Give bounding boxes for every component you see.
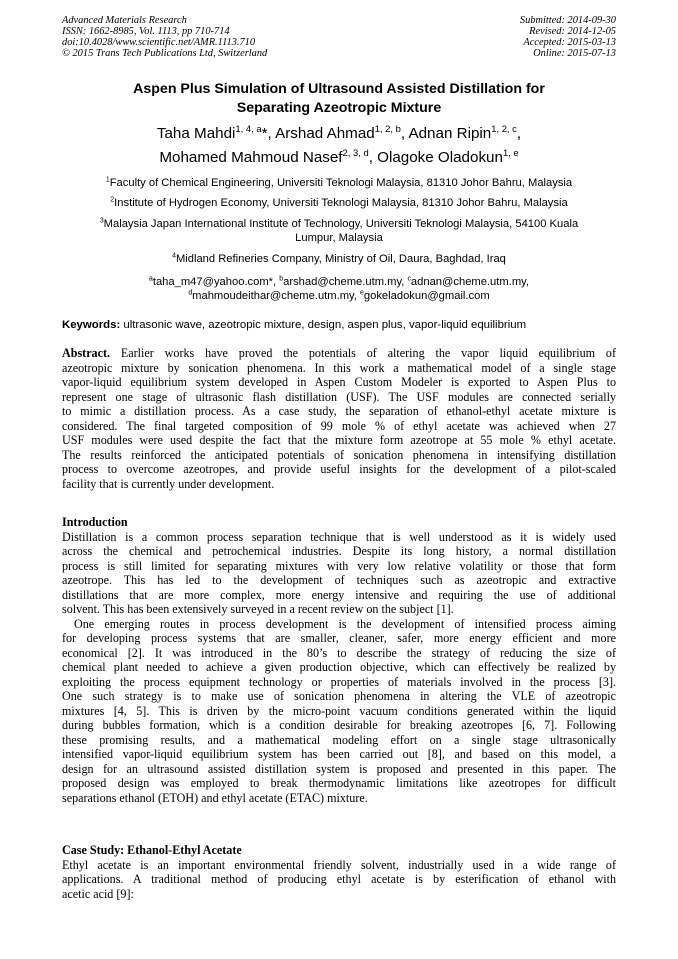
author-name: Arshad Ahmad — [275, 125, 375, 142]
date-submitted: Submitted: 2014-09-30 — [519, 15, 616, 26]
abstract — [62, 346, 616, 491]
affiliation-text: Institute of Hydrogen Economy, Universiti Teknologi Malaysia, 81310 Johor Bahru, Malaysia — [114, 197, 568, 209]
affiliation-sup: 4 — [172, 252, 176, 260]
affiliation-sup: 1 — [105, 176, 110, 184]
title-line: Aspen Plus Simulation of Ultrasound Assisted Distillation for — [133, 81, 545, 97]
email-list — [62, 275, 616, 303]
introduction-section — [62, 515, 616, 805]
author-sep: , — [400, 125, 409, 142]
author-sup: 1, 4, a — [235, 122, 262, 134]
author-line — [62, 146, 616, 170]
abstract-text: Earlier works have proved the potentials of altering the vapor liquid equilibrium of — [110, 346, 616, 360]
paragraph-line: proposed design was employed to break thermodynamic limitations like azeotropes for difficult — [62, 776, 616, 790]
paragraph-line: azeotrope. This has led to the development of techniques such as azeotropic and extractive — [62, 573, 616, 587]
paragraph-line: for developing process systems that are smaller, cleaner, safer, more energy efficient and more — [62, 631, 616, 645]
email-address: taha_m47@yahoo.com*, — [152, 276, 280, 288]
paragraph-line: Distillation is a common process separation technique that is well understood as it is widely used — [62, 529, 616, 544]
paragraph-line: solvent. This has been extensively surveyed in a recent review on the subject [1]. — [62, 602, 454, 616]
paragraph-line: chemical plant needed to achieve a given production objective, which can effectively be realized by — [62, 660, 616, 674]
journal-issn: ISSN: 1662-8985, Vol. 1113, pp 710-714 — [62, 26, 230, 37]
abstract-line: facility that is currently under development. — [62, 476, 275, 491]
paragraph-line: applications. A traditional method of producing ethyl acetate is by esterification of ethanol with — [62, 872, 616, 886]
date-accepted: Accepted: 2015-03-13 — [523, 37, 616, 48]
paragraph-line: exploiting the process equipment technology or properties of materials involved in the process [3]. — [62, 674, 616, 689]
author-sup: 1, 2, c — [491, 122, 517, 134]
author-sup: 2, 3, d — [342, 146, 369, 158]
affiliation-2 — [62, 196, 616, 210]
affiliation-3 — [62, 217, 616, 245]
paragraph-line: these promising results, and a mathematical modeling effort on a single stage ultrasonically — [62, 732, 616, 747]
paragraph-line: economical [2]. It was introduced in the 80’s to describe the strategy of reducing the size of — [62, 645, 616, 660]
paragraph-line: intensified vapor-liquid equilibrium system has been carried out [8], and based on this model, a — [62, 747, 616, 761]
affiliation-text: Midland Refineries Company, Ministry of Oil, Daura, Baghdad, Iraq — [175, 253, 506, 265]
paper-title — [62, 80, 616, 118]
author-line — [62, 122, 616, 146]
abstract-line: considered. The final targeted composition of 99 mole % of ethyl acetate was achieved when 27 — [62, 418, 616, 433]
keywords — [62, 318, 616, 332]
email-sup: c — [407, 275, 411, 283]
journal-info — [62, 15, 267, 59]
case-study-section — [62, 843, 616, 901]
abstract-line: The results reinforced the anticipated potentials of sonication phenomena in intensifying distillation — [62, 447, 616, 462]
title-line: Separating Azeotropic Mixture — [236, 100, 442, 116]
author-name: Olagoke Oladokun — [377, 149, 503, 166]
email-address: adnan@cheme.utm.my, — [410, 276, 530, 288]
paragraph-line: during bubbles formation, which is a condition desirable for breaking azeotropes [6, 7]. Following — [62, 718, 616, 732]
abstract-line: process to overcome azeotropes, and provide useful insights for the development of a pilot-scaled — [62, 462, 616, 476]
paragraph-line: design for an ultrasound assisted distillation system is proposed and presented in this paper. The — [62, 761, 616, 776]
email-sup: a — [148, 275, 153, 283]
email-address: gokeladokun@gmail.com — [363, 290, 490, 302]
case-study-heading: Case Study: Ethanol-Ethyl Acetate — [62, 843, 242, 857]
abstract-label: Abstract. — [62, 346, 111, 360]
abstract-line: to mimic a distillation process. As a case study, the separation of ethanol-ethyl acetate mixture is — [62, 404, 616, 418]
date-online: Online: 2015-07-13 — [533, 48, 616, 59]
journal-name: Advanced Materials Research — [62, 15, 187, 26]
email-address: mahmoudeithar@cheme.utm.my, — [192, 290, 361, 302]
journal-doi: doi:10.4028/www.scientific.net/AMR.1113.710 — [62, 37, 256, 48]
paragraph-line: across the chemical and petrochemical industries. Despite its long history, a normal distillation — [62, 544, 616, 558]
author-sup: 1, e — [502, 146, 519, 158]
affiliation-text: Faculty of Chemical Engineering, Universiti Teknologi Malaysia, 81310 Johor Bahru, Malaysia — [109, 177, 573, 189]
abstract-line: azeotropic mixture by sonication phenomena. In this work a mathematical model of a single stage — [62, 360, 616, 375]
paragraph-line: distillations that are more complex, more energy intensive and requiring the use of additional — [62, 587, 616, 602]
paragraph-line: process is still limited for separating mixtures with very low relative volatility or those that form — [62, 558, 616, 573]
introduction-heading: Introduction — [62, 515, 128, 529]
journal-copyright: © 2015 Trans Tech Publications Ltd, Switzerland — [62, 48, 268, 59]
abstract-line: represent one stage of ultrasonic flash distillation (USF). The USF modules are connected serially — [62, 389, 616, 404]
paragraph-line: One such strategy is to make use of sonication phenomena in altering the VLE of azeotropic — [62, 689, 616, 703]
email-sup: b — [279, 275, 284, 283]
paragraph-line: Ethyl acetate is an important environmental friendly solvent, industrially used in a wide range of — [62, 857, 616, 872]
paragraph-line: acetic acid [9]: — [62, 886, 134, 901]
email-address: arshad@cheme.utm.my, — [283, 276, 408, 288]
email-sup: e — [360, 289, 364, 297]
abstract-line — [62, 346, 616, 361]
paragraph-line: mixtures [4, 5]. This is driven by the micro-point vacuum conditions generated within the liquid — [62, 703, 616, 718]
author-sep: *, — [261, 125, 276, 142]
abstract-line: USF modules were used despite the fact that the mixture form azeotrope at 55 mole % ethyl acetate. — [62, 433, 616, 447]
date-revised: Revised: 2014-12-05 — [529, 26, 616, 37]
keywords-label: Keywords: — [62, 319, 121, 331]
paragraph-line: separations ethanol (ETOH) and ethyl acetate (ETAC) mixture. — [62, 790, 368, 805]
publication-dates — [520, 15, 616, 59]
affiliation-1 — [62, 176, 616, 190]
author-sup: 1, 2, b — [374, 122, 401, 134]
affiliation-4 — [62, 252, 616, 266]
keywords-text: ultrasonic wave, azeotropic mixture, design, aspen plus, vapor-liquid equilibrium — [120, 319, 527, 331]
author-name: Adnan Ripin — [408, 125, 492, 142]
affiliation-sup: 3 — [99, 217, 104, 225]
author-list — [62, 122, 616, 170]
affiliation-text: Lumpur, Malaysia — [295, 232, 383, 244]
affiliation-text: Malaysia Japan International Institute of Technology, Universiti Teknologi Malaysia, 54100 Kuala — [103, 218, 579, 230]
author-sep: , — [368, 149, 378, 166]
affiliation-sup: 2 — [110, 196, 115, 204]
author-name: Mohamed Mahmoud Nasef — [159, 149, 343, 166]
abstract-line: vapor-liquid equilibrium system developed in Aspen Custom Modeler is exported to Aspen Plus to — [62, 375, 616, 389]
author-sep: , — [516, 125, 522, 142]
author-name: Taha Mahdi — [156, 125, 236, 142]
email-sup: d — [188, 289, 193, 297]
paragraph-line: One emerging routes in process development is the development of intensified process aiming — [74, 616, 616, 631]
